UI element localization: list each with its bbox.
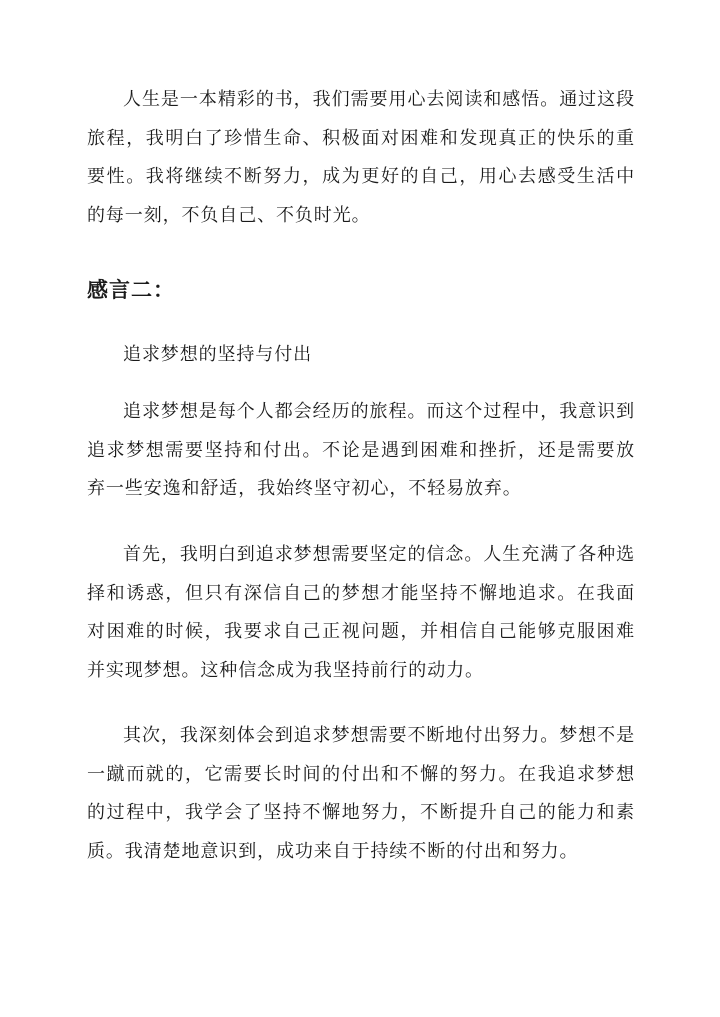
section-subtitle: 追求梦想的坚持与付出 — [123, 344, 312, 365]
paragraph-intro: 追求梦想是每个人都会经历的旅程。而这个过程中，我意识到追求梦想需要坚持和付出。不论是遇到困难和挫折，还是需要放弃一些安逸和舒适，我始终坚守初心，不轻易放弃。 — [87, 401, 635, 499]
paragraph-second-point: 其次，我深刻体会到追求梦想需要不断地付出努力。梦想不是一蹴而就的，它需要长时间的付出和不懈的努力。在我追求梦想的过程中，我学会了坚持不懈地努力，不断提升自己的能力和素质。我清楚地意识到，成功来自于持续不断的付出和努力。 — [87, 725, 635, 862]
paragraph-first-point: 首先，我明白到追求梦想需要坚定的信念。人生充满了各种选择和诱惑，但只有深信自己的梦想才能坚持不懈地追求。在我面对困难的时候，我要求自己正视问题，并相信自己能够克服困难并实现梦想。这种信念成为我坚持前行的动力。 — [87, 544, 635, 681]
paragraph-reflection-1: 人生是一本精彩的书，我们需要用心去阅读和感悟。通过这段旅程，我明白了珍惜生命、积极面对困难和发现真正的快乐的重要性。我将继续不断努力，成为更好的自己，用心去感受生活中的每一刻，不负自己、不负时光。 — [87, 89, 635, 226]
section-heading: 感言二： — [87, 278, 175, 302]
